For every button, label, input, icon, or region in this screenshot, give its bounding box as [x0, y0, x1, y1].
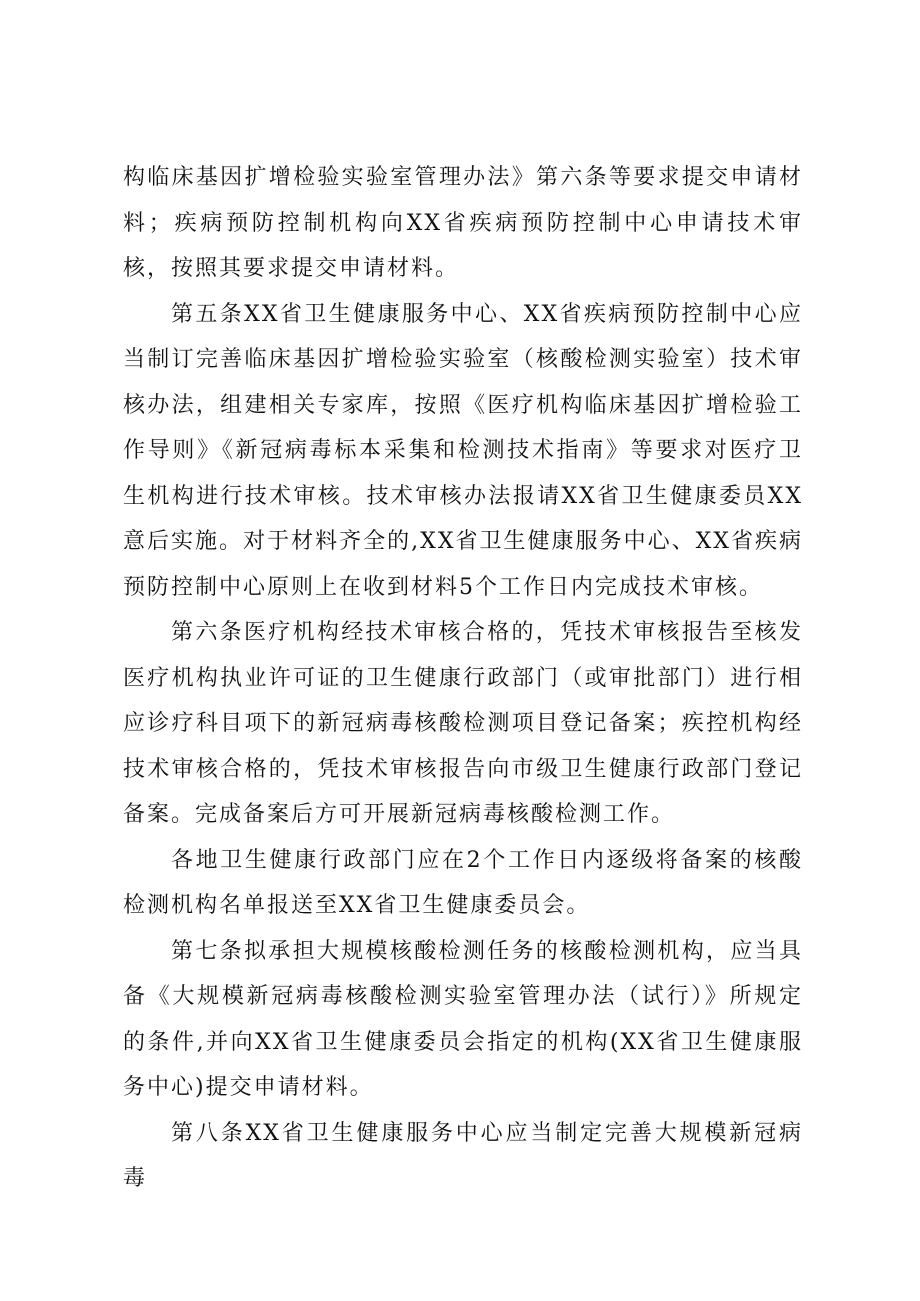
paragraph-continuation: 构临床基因扩增检验实验室管理办法》第六条等要求提交申请材料；疾病预防控制机构向XX省疾病预防控制中心申请技术审核，按照其要求提交申请材料。: [123, 165, 803, 281]
document-page: [123, 155, 803, 1202]
paragraph-article-8: 第八条XX省卫生健康服务中心应当制定完善大规模新冠病毒: [123, 1120, 803, 1191]
paragraph-article-5: 第五条XX省卫生健康服务中心、XX省疾病预防控制中心应当制订完善临床基因扩增检验实验室（核酸检测实验室）技术审核办法，组建相关专家库，按照《医疗机构临床基因扩增检验工作导则》《新冠病毒标本采集和检测技术指南》等要求对医疗卫生机构进行技术审核。技术审核办法报请XX省卫生健康委员XX意后实施。对于材料齐全的,XX省卫生健康服务中心、XX省疾病预防控制中心原则上在收到材料5个工作日内完成技术审核。: [123, 301, 803, 600]
paragraph-article-7: 第七条拟承担大规模核酸检测任务的核酸检测机构，应当具备《大规模新冠病毒核酸检测实验室管理办法（试行）》所规定的条件,并向XX省卫生健康委员会指定的机构(XX省卫生健康服务中心)提交申请材料。: [123, 938, 803, 1100]
paragraph-article-6: 第六条医疗机构经技术审核合格的，凭技术审核报告至核发医疗机构执业许可证的卫生健康行政部门（或审批部门）进行相应诊疗科目项下的新冠病毒核酸检测项目登记备案；疾控机构经技术审核合格的，凭技术审核报告向市级卫生健康行政部门登记备案。完成备案后方可开展新冠病毒核酸检测工作。: [123, 620, 803, 827]
paragraph-reporting: 各地卫生健康行政部门应在2个工作日内逐级将备案的核酸检测机构名单报送至XX省卫生健康委员会。: [123, 847, 803, 918]
